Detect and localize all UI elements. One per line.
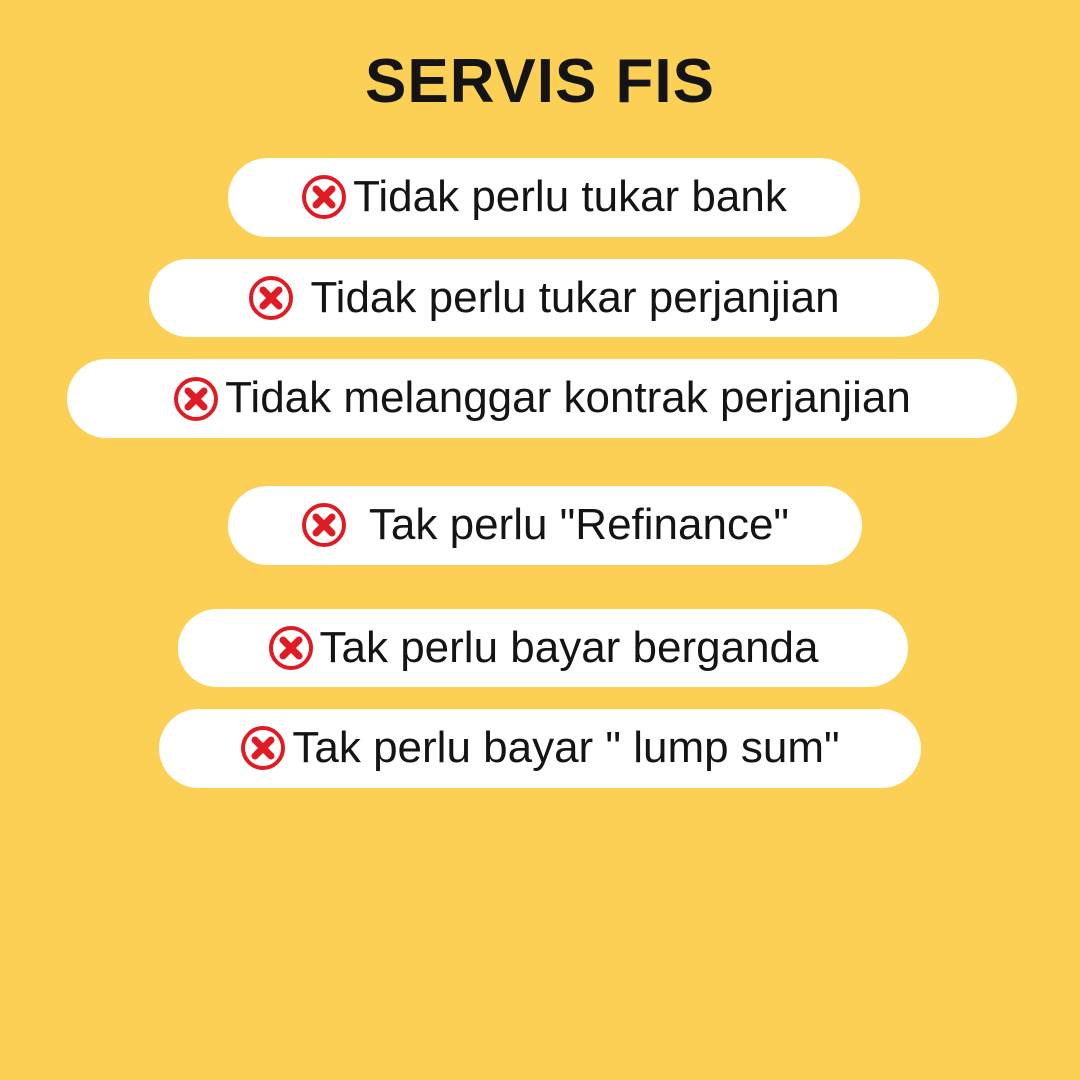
list-item	[149, 259, 939, 338]
x-circle-icon	[301, 502, 347, 548]
list-item	[67, 359, 1017, 438]
list-item-label: Tidak perlu tukar bank	[353, 172, 787, 222]
list-item	[228, 486, 862, 565]
list-item	[159, 709, 921, 788]
x-circle-icon	[248, 275, 294, 321]
x-circle-icon	[240, 725, 286, 771]
list-item-label: Tak perlu bayar " lump sum"	[292, 723, 840, 773]
benefit-list	[0, 158, 1080, 810]
x-circle-icon	[173, 376, 219, 422]
list-item	[228, 158, 860, 237]
list-item-label: Tidak melanggar kontrak perjanjian	[225, 373, 911, 423]
list-item-label: Tak perlu bayar berganda	[319, 622, 819, 672]
list-item-label: Tidak perlu tukar perjanjian	[310, 272, 840, 322]
x-circle-icon	[301, 174, 347, 220]
list-item-label: Tak perlu "Refinance"	[368, 499, 790, 549]
x-circle-icon	[268, 625, 314, 671]
page-title: SERVIS FIS	[365, 47, 715, 116]
list-item	[178, 609, 908, 688]
